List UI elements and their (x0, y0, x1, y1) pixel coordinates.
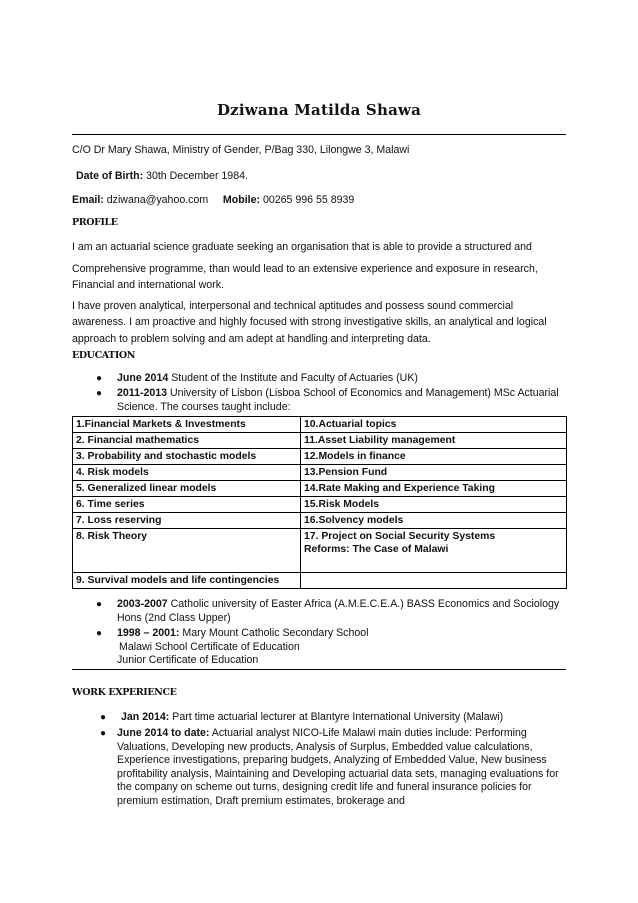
bullet-icon: ● (96, 599, 103, 610)
work-date: Jan 2014: (121, 711, 170, 723)
education-text: Catholic university of Easter Africa (A.M.E.C.E.A.) BASS Economics and Sociology Hons (2nd Class Upper) (117, 598, 560, 624)
education-item (117, 598, 567, 625)
course-cell: 14.Rate Making and Experience Taking (301, 481, 567, 497)
work-text: Part time actuarial lecturer at Blantyre International University (Malawi) (172, 711, 504, 723)
table-row (73, 497, 567, 513)
section-divider (72, 669, 566, 670)
work-item (117, 727, 567, 808)
course-cell: 15.Risk Models (301, 497, 567, 513)
mobile-label: Mobile: (222, 194, 260, 206)
bullet-icon: ● (96, 388, 103, 399)
course-cell: 5. Generalized linear models (73, 481, 301, 497)
profile-heading: PROFILE (72, 217, 118, 228)
email-label: Email: (72, 194, 104, 206)
bullet-icon: ● (96, 373, 103, 384)
table-row (73, 465, 567, 481)
education-item (117, 387, 567, 414)
mobile-value: 00265 996 55 8939 (262, 194, 355, 206)
header-divider (72, 134, 566, 135)
table-row (73, 481, 567, 497)
email-value[interactable]: dziwana@yahoo.com (106, 194, 209, 206)
table-row (73, 417, 567, 433)
education-date: 1998 – 2001: (117, 627, 180, 639)
course-cell: 3. Probability and stochastic models (73, 449, 301, 465)
course-cell: 4. Risk models (73, 465, 301, 481)
course-cell: 16.Solvency models (301, 513, 567, 529)
course-cell: 1.Financial Markets & Investments (73, 417, 301, 433)
course-cell: 6. Time series (73, 497, 301, 513)
certificate-line: Malawi School Certificate of Education (119, 641, 300, 653)
date-of-birth (76, 169, 248, 183)
profile-paragraph-1: I am an actuarial science graduate seeking an organisation that is able to provide a structured and (72, 241, 532, 253)
education-date: 2003-2007 (117, 598, 168, 610)
dob-value: 30th December 1984. (146, 170, 248, 182)
work-heading: WORK EXPERIENCE (72, 687, 177, 698)
contact-line (72, 193, 354, 207)
course-cell: 12.Models in finance (301, 449, 567, 465)
profile-section (72, 239, 566, 347)
table-row (73, 573, 567, 589)
work-date: June 2014 to date: (117, 727, 210, 739)
course-cell: 9. Survival models and life contingencies (73, 573, 301, 589)
course-cell (301, 573, 567, 589)
work-item (121, 711, 571, 725)
certificate-line: Junior Certificate of Education (117, 654, 259, 666)
bullet-icon: ● (96, 628, 103, 639)
education-heading: EDUCATION (72, 350, 136, 361)
course-cell: 13.Pension Fund (301, 465, 567, 481)
course-cell: 2. Financial mathematics (73, 433, 301, 449)
table-row (73, 513, 567, 529)
education-text: Student of the Institute and Faculty of Actuaries (UK) (171, 372, 418, 384)
education-date: June 2014 (117, 372, 169, 384)
education-text: Mary Mount Catholic Secondary School (182, 627, 369, 639)
education-item (117, 372, 567, 386)
education-text: University of Lisbon (Lisboa School of Economics and Management) MSc Actuarial Science. The courses taught include: (117, 387, 559, 413)
address: C/O Dr Mary Shawa, Ministry of Gender, P/Bag 330, Lilongwe 3, Malawi (72, 144, 410, 156)
table-row (73, 529, 567, 573)
profile-paragraph-2: Comprehensive programme, than would lead to an extensive experience and exposure in research, Financial and international work. (72, 262, 538, 291)
table-row (73, 449, 567, 465)
education-item (117, 627, 567, 641)
work-text: Actuarial analyst NICO-Life Malawi main duties include: Performing Valuations, Developing new products, Analysis of Surplus, Embedded value calculations, Experience investigations, preparing budgets, Analyzing of Embedded Value, New business profitability analysis, Maintaining and Developing actuarial data sets, managing evaluations for the company on scheme out turns, designing credit life and funeral insurance policies for premium estimation, Draft premium estimates, brokerage and (117, 727, 559, 807)
bullet-icon: ● (100, 712, 107, 723)
course-cell: 7. Loss reserving (73, 513, 301, 529)
course-cell: 10.Actuarial topics (301, 417, 567, 433)
course-cell: 11.Asset Liability management (301, 433, 567, 449)
candidate-name: Dziwana Matilda Shawa (216, 101, 422, 119)
profile-paragraph-3: I have proven analytical, interpersonal and technical aptitudes and possess sound commercial awareness. I am proactive and highly focused with strong investigative skills, an analytical and logical approach to problem solving and am adept at handling and interpreting data. (72, 299, 547, 345)
dob-label: Date of Birth: (76, 170, 144, 182)
courses-table (72, 416, 567, 589)
table-row (73, 433, 567, 449)
bullet-icon: ● (100, 728, 107, 739)
education-date: 2011-2013 (117, 387, 168, 399)
course-cell: 8. Risk Theory (73, 529, 301, 573)
course-cell: 17. Project on Social Security Systems Reforms: The Case of Malawi (301, 529, 567, 573)
